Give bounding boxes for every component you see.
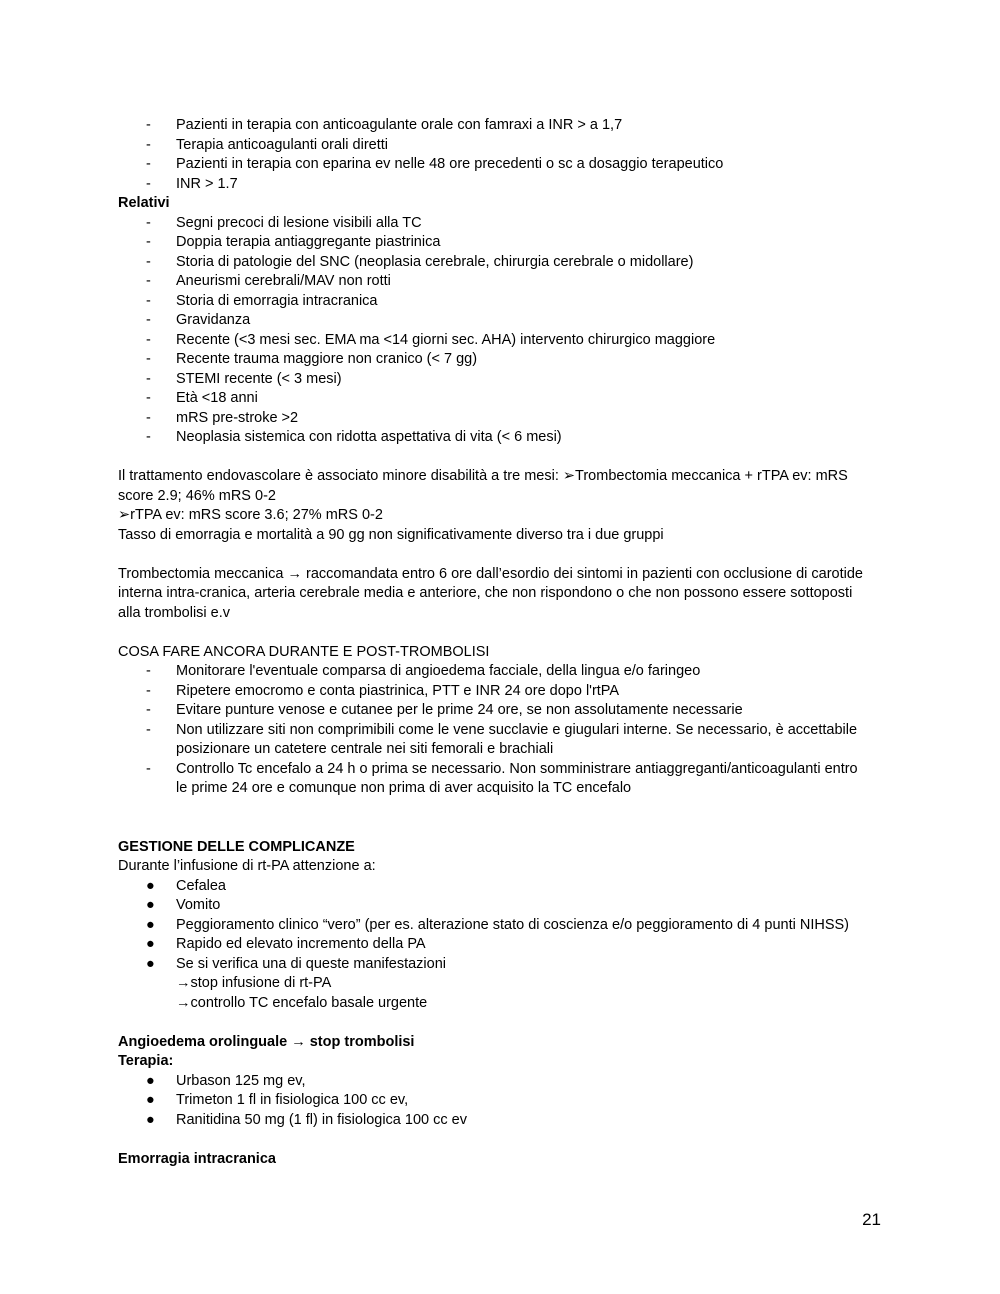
list-item: - Segni precoci di lesione visibili alla TC xyxy=(118,214,888,234)
angioedema-heading: Angioedema orolinguale → stop trombolisi xyxy=(118,1033,415,1050)
relativi-heading: Relativi xyxy=(118,195,170,211)
complicanze-intro: Durante l’infusione di rt-PA attenzione a: xyxy=(118,858,376,874)
list-item: ● Cefalea xyxy=(118,877,888,897)
trombectomia-paragraph: Trombectomia meccanica → raccomandata entro 6 ore dall’esordio dei sintomi in pazienti con occlusione di carotide interna intra-cranica, arteria cerebrale media e anteriore, che non rispondono o che non possono essere sottoposti alla trombolisi e.v xyxy=(118,565,863,621)
dash-marker: - xyxy=(146,370,151,387)
dash-marker: - xyxy=(146,136,151,153)
list-item: - Controllo Tc encefalo a 24 h o prima se necessario. Non somministrare antiaggreganti/anticoagulanti entro le prime 24 ore e comunque non prima di aver acquisito la TC encefalo xyxy=(146,760,858,796)
list-item: - Ripetere emocromo e conta piastrinica, PTT e INR 24 ore dopo l'rtPA xyxy=(118,682,888,702)
dash-marker: - xyxy=(146,390,151,406)
bullet-marker: ● xyxy=(146,1072,155,1089)
list-item: - Non utilizzare siti non comprimibili come le vene succlavie e giugulari interne. Se necessario, è accettabile posizionare un catetere centrale nei siti femorali e brachiali xyxy=(146,721,858,757)
document-page xyxy=(118,116,888,1169)
post-trombolisi-heading: COSA FARE ANCORA DURANTE E POST-TROMBOLISI xyxy=(118,643,490,660)
dash-marker: - xyxy=(146,273,151,289)
bullet-marker: ● xyxy=(146,877,155,894)
dash-marker: - xyxy=(146,702,151,718)
dash-marker: - xyxy=(146,312,151,328)
list-item: - Storia di patologie del SNC (neoplasia cerebrale, chirurgia cerebrale o midollare) xyxy=(118,253,888,273)
dash-marker: - xyxy=(146,721,151,738)
complicanze-list xyxy=(118,877,888,1014)
list-item: - Recente (<3 mesi sec. EMA ma <14 giorni sec. AHA) intervento chirurgico maggiore xyxy=(118,331,888,351)
dash-marker: - xyxy=(146,292,151,309)
list-item: - Pazienti in terapia con eparina ev nelle 48 ore precedenti o sc a dosaggio terapeutico xyxy=(118,155,888,175)
list-item: - Età <18 anni xyxy=(118,389,888,409)
list-item: ● Peggioramento clinico “vero” (per es. alterazione stato di coscienza e/o peggioramento di 4 punti NIHSS) xyxy=(118,916,888,936)
absolute-contraindications-list xyxy=(118,116,888,194)
list-item: ● Rapido ed elevato incremento della PA xyxy=(118,935,888,955)
list-item: ● Urbason 125 mg ev, xyxy=(118,1072,888,1092)
complicanze-heading: GESTIONE DELLE COMPLICANZE xyxy=(118,838,355,855)
bullet-marker: ● xyxy=(146,1092,155,1108)
sub-action: →stop infusione di rt-PA xyxy=(176,975,332,991)
dash-marker: - xyxy=(146,214,151,231)
emorragia-heading: Emorragia intracranica xyxy=(118,1150,276,1167)
dash-marker: - xyxy=(146,760,151,777)
dash-marker: - xyxy=(146,234,151,250)
list-item: - Aneurismi cerebrali/MAV non rotti xyxy=(118,272,888,292)
list-item: - Pazienti in terapia con anticoagulante orale con famraxi a INR > a 1,7 xyxy=(118,116,888,136)
terapia-heading: Terapia: xyxy=(118,1053,174,1069)
dash-marker: - xyxy=(146,175,151,192)
dash-marker: - xyxy=(146,409,151,426)
list-item: - INR > 1.7 xyxy=(118,175,888,195)
list-item: - Gravidanza xyxy=(118,311,888,331)
bullet-marker: ● xyxy=(146,916,155,933)
dash-marker: - xyxy=(146,682,151,699)
terapia-list xyxy=(118,1072,888,1131)
bullet-marker: ● xyxy=(146,1111,155,1128)
list-item: - Storia di emorragia intracranica xyxy=(118,292,888,312)
list-item: ● Vomito xyxy=(118,896,888,916)
bullet-marker: ● xyxy=(146,936,155,952)
list-item: - STEMI recente (< 3 mesi) xyxy=(118,370,888,390)
relative-contraindications-list xyxy=(118,214,888,448)
dash-marker: - xyxy=(146,351,151,367)
dash-marker: - xyxy=(146,156,151,172)
list-item: - Monitorare l'eventuale comparsa di angioedema facciale, della lingua e/o faringeo xyxy=(118,662,888,682)
endovascular-paragraph: Il trattamento endovascolare è associato minore disabilità a tre mesi: ➢Trombectomia meccanica + rTPA ev: mRS score 2.9; 46% mRS 0-2 ➢rTPA ev: mRS score 3.6; 27% mRS 0-2 Tasso di emorragia e mortalità a 90 gg non significativamente diverso tra i due gruppi xyxy=(118,468,848,543)
list-item: - mRS pre-stroke >2 xyxy=(118,409,888,429)
post-trombolisi-list xyxy=(118,662,888,799)
dash-marker: - xyxy=(146,253,151,270)
list-item: ● Trimeton 1 fl in fisiologica 100 cc ev, xyxy=(118,1091,888,1111)
list-item: - Recente trauma maggiore non cranico (< 7 gg) xyxy=(118,350,888,370)
bullet-marker: ● xyxy=(146,897,155,913)
dash-marker: - xyxy=(146,331,151,348)
sub-action: →controllo TC encefalo basale urgente xyxy=(176,994,428,1011)
list-item: ● Ranitidina 50 mg (1 fl) in fisiologica 100 cc ev xyxy=(118,1111,888,1131)
dash-marker: - xyxy=(146,663,151,679)
list-item: - Neoplasia sistemica con ridotta aspettativa di vita (< 6 mesi) xyxy=(118,428,888,448)
bullet-marker: ● xyxy=(146,955,155,972)
dash-marker: - xyxy=(146,429,151,445)
list-item: - Evitare punture venose e cutanee per le prime 24 ore, se non assolutamente necessarie xyxy=(118,701,888,721)
list-item: - Doppia terapia antiaggregante piastrinica xyxy=(118,233,888,253)
list-item: ● Se si verifica una di queste manifestazioni →stop infusione di rt-PA →controllo TC encefalo basale urgente xyxy=(118,955,888,1014)
list-item: - Terapia anticoagulanti orali diretti xyxy=(118,136,888,156)
page-number: 21 xyxy=(862,1210,881,1229)
dash-marker: - xyxy=(146,117,151,133)
